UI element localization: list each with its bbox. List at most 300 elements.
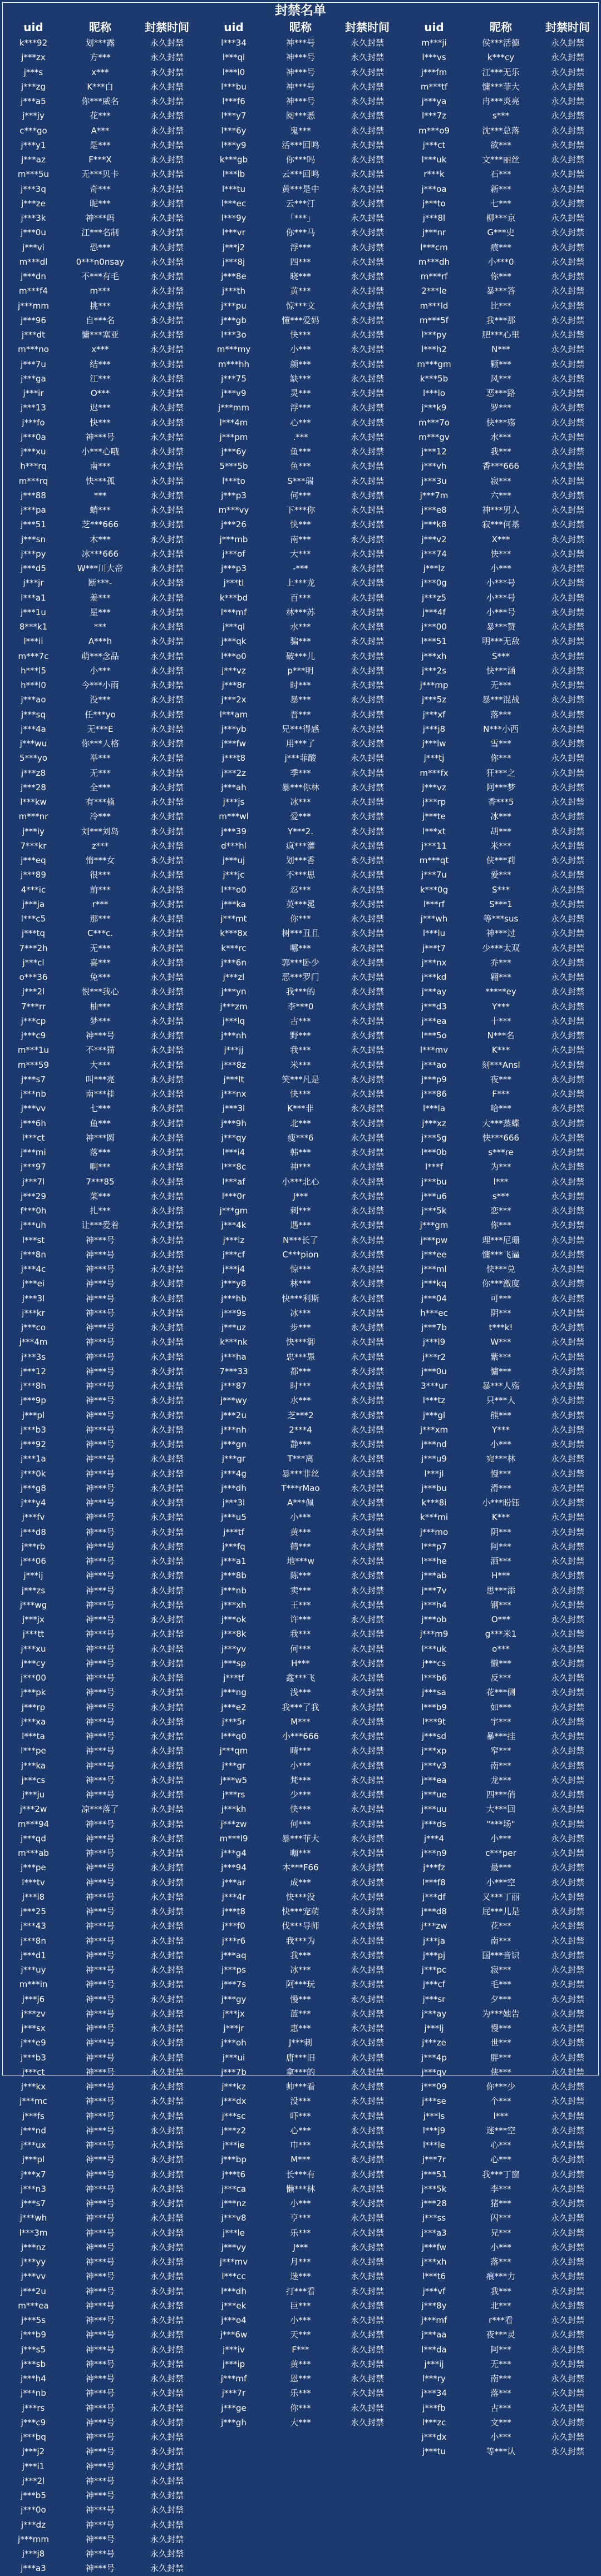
nickname-header: 昵称: [490, 21, 512, 34]
ban-time-cell: 永久封禁: [350, 1848, 384, 1858]
ban-time-cell: 永久封禁: [350, 1935, 384, 1946]
uid-cell: j***s7: [21, 2198, 46, 2208]
table-row: [401, 561, 601, 576]
ban-time-cell: 永久封禁: [150, 125, 184, 136]
nickname-cell: 全***: [90, 782, 111, 792]
table-row: [200, 1175, 401, 1189]
ban-time-cell: 永久封禁: [150, 1673, 184, 1683]
uid-cell: j***j2: [222, 242, 245, 252]
ban-time-cell: 永久封禁: [150, 359, 184, 369]
nickname-cell: F***: [292, 2344, 309, 2355]
nickname-cell: 恨***我心: [81, 987, 119, 997]
nickname-cell: 神***号: [285, 38, 316, 48]
nickname-cell: 黄***: [290, 286, 311, 296]
table-row: [0, 1758, 200, 1773]
nickname-cell: 蛸***: [90, 505, 111, 515]
uid-cell: j***ng: [221, 1687, 247, 1698]
table-row: [0, 2503, 200, 2517]
ban-time-cell: 永久封禁: [350, 505, 384, 515]
ban-time-cell: 永久封禁: [150, 1994, 184, 2004]
ban-time-cell: 永久封禁: [550, 344, 584, 355]
uid-cell: j***zw: [220, 1819, 247, 1829]
uid-cell: j***4g: [221, 1468, 247, 1479]
nickname-cell: 慢***: [490, 1468, 511, 1479]
nickname-cell: 翱***: [490, 972, 511, 982]
nickname-cell: 花***: [90, 111, 111, 121]
nickname-cell: 神***号: [85, 1322, 115, 1332]
nickname-cell: x***: [91, 344, 109, 355]
uid-cell: j***d8: [421, 1906, 447, 1916]
table-row: [401, 211, 601, 225]
uid-cell: l***f: [425, 1162, 443, 1172]
table-row: [200, 459, 401, 473]
uid-cell: j***zm: [220, 1001, 248, 1012]
nickname-cell: S***: [491, 651, 510, 661]
nickname-cell: 都***: [290, 1366, 311, 1376]
uid-cell: j***nz: [21, 2242, 46, 2252]
ban-time-cell: 永久封禁: [350, 870, 384, 880]
table-row: [0, 780, 200, 795]
nickname-cell: 古***: [490, 2402, 511, 2413]
nickname-cell: 时***: [290, 1381, 311, 1391]
uid-cell: j***3s: [21, 1351, 46, 1362]
table-row: [0, 386, 200, 400]
ban-time-cell: 永久封禁: [350, 271, 384, 281]
ban-time-cell: 永久封禁: [550, 943, 584, 953]
table-row: [401, 488, 601, 503]
uid-cell: l***he: [421, 1556, 447, 1566]
nickname-cell: 鬼***: [290, 125, 311, 136]
table-row: [0, 692, 200, 707]
table-row: [200, 284, 401, 298]
table-row: [401, 1437, 601, 1452]
uid-cell: j***uu: [421, 1804, 447, 1815]
uid-cell: l***j9: [422, 2125, 446, 2136]
ban-time-cell: 永久封禁: [550, 957, 584, 968]
uid-cell: j***n3: [21, 2183, 46, 2194]
table-row: [0, 2371, 200, 2386]
ban-time-cell: 永久封禁: [150, 2067, 184, 2077]
ban-time-cell: 永久封禁: [350, 2169, 384, 2179]
uid-cell: j***ei: [22, 1279, 45, 1289]
table-row: [200, 2109, 401, 2123]
uid-cell: j***nd: [421, 1439, 447, 1449]
uid-cell: l***bu: [221, 81, 247, 92]
uid-cell: l***py: [421, 330, 447, 340]
ban-time-cell: 永久封禁: [150, 1760, 184, 1771]
nickname-cell: 成***: [290, 1877, 311, 1888]
ban-time-cell: 永久封禁: [350, 2417, 384, 2428]
nickname-cell: 打***看: [285, 2286, 316, 2296]
ban-time-cell: 永久封禁: [550, 2067, 584, 2077]
nickname-cell: 划***香: [285, 855, 316, 865]
nickname-cell: 神***号: [85, 1527, 115, 1537]
nickname-cell: 兔***: [90, 972, 111, 982]
table-row: [401, 547, 601, 561]
nickname-cell: 神***号: [85, 2023, 115, 2033]
ban-time-cell: 永久封禁: [150, 1235, 184, 1245]
ban-time-cell: 永久封禁: [150, 2125, 184, 2136]
uid-cell: j***kz: [221, 2082, 246, 2092]
ban-time-cell: 永久封禁: [550, 1804, 584, 1815]
nickname-cell: 为***她告: [482, 2008, 520, 2019]
ban-time-cell: 永久封禁: [550, 1965, 584, 1975]
ban-time-cell: 永久封禁: [350, 1775, 384, 1785]
nickname-cell: A***h: [88, 636, 112, 647]
uid-cell: j***mi: [21, 1147, 46, 1157]
nickname-cell: C***c.: [87, 928, 113, 939]
nickname-cell: 刘***刘岛: [81, 826, 119, 836]
uid-cell: j***2w: [19, 1804, 47, 1815]
ban-time-cell: 永久封禁: [150, 1059, 184, 1070]
table-row: [401, 182, 601, 196]
nickname-cell: K***非: [287, 1103, 314, 1114]
table-row: [401, 1467, 601, 1481]
uid-cell: j***fv: [22, 1512, 45, 1523]
uid-cell: j***oa: [421, 184, 447, 194]
table-row: [0, 795, 200, 809]
ban-time-cell: 永久封禁: [150, 403, 184, 413]
ban-time-cell: 永久封禁: [350, 1527, 384, 1537]
nickname-cell: 惊***: [290, 1264, 311, 1274]
ban-time-cell: 永久封禁: [550, 1059, 584, 1070]
table-row: [401, 342, 601, 356]
uid-cell: l***ct: [22, 1132, 45, 1143]
uid-cell: j***ga: [21, 373, 46, 384]
uid-cell: j***th: [221, 286, 246, 296]
uid-cell: j***jx: [22, 1614, 45, 1624]
table-row: [200, 371, 401, 386]
uid-cell: j***rs: [22, 2402, 45, 2413]
ban-time-cell: 永久封禁: [550, 709, 584, 720]
table-row: [0, 108, 200, 123]
table-row: [0, 547, 200, 561]
ban-time-cell: 永久封禁: [550, 1162, 584, 1172]
nickname-cell: 遇***: [290, 1220, 311, 1231]
ban-time-cell: 永久封禁: [150, 928, 184, 939]
ban-time-cell: 永久封禁: [150, 840, 184, 851]
uid-cell: j***y1: [21, 140, 46, 150]
ban-time-cell: 永久封禁: [150, 373, 184, 384]
table-row: [0, 1568, 200, 1583]
ban-time-cell: 永久封禁: [550, 753, 584, 764]
nickname-cell: 沈***总落: [482, 125, 520, 136]
nickname-cell: 你***威名: [81, 96, 119, 106]
uid-cell: j***z2: [221, 2125, 247, 2136]
ban-time-cell: 永久封禁: [150, 96, 184, 106]
uid-cell: j***5z: [421, 695, 447, 705]
table-row: [200, 182, 401, 196]
table-row: [200, 1408, 401, 1423]
table-row: [401, 1291, 601, 1306]
nickname-cell: 神***号: [85, 1585, 115, 1596]
uid-cell: m***wl: [219, 811, 249, 822]
ban-time-cell: 永久封禁: [550, 2198, 584, 2208]
table-row: [0, 50, 200, 65]
ban-time-cell: 永久封禁: [350, 2242, 384, 2252]
ban-time-cell: 永久封禁: [150, 1614, 184, 1624]
uid-cell: j***xu: [21, 1643, 46, 1654]
ban-time-cell: 永久封禁: [150, 2402, 184, 2413]
uid-cell: j***gr: [221, 1454, 246, 1464]
ban-time-cell: 永久封禁: [550, 2432, 584, 2442]
uid-cell: l***y7: [221, 111, 247, 121]
nickname-cell: 我***: [290, 1045, 311, 1056]
ban-time-cell: 永久封禁: [350, 534, 384, 544]
table-row: [401, 2007, 601, 2021]
ban-time-cell: 永久封禁: [550, 1307, 584, 1318]
ban-time-cell: 永久封禁: [550, 695, 584, 705]
ban-time-cell: 永久封禁: [550, 724, 584, 734]
table-row: [0, 1831, 200, 1846]
table-row: [0, 342, 200, 356]
nickname-cell: 胖***: [490, 2052, 511, 2063]
table-row: [0, 1787, 200, 1802]
nickname-cell: 暴***答: [486, 286, 516, 296]
ban-time-cell: 永久封禁: [150, 1965, 184, 1975]
nickname-cell: 七***: [490, 198, 511, 209]
table-row: [401, 2050, 601, 2065]
uid-cell: j***c9: [21, 2417, 46, 2428]
ban-time-cell: 永久封禁: [150, 1731, 184, 1741]
ban-time-cell: 永久封禁: [350, 1001, 384, 1012]
ban-time-cell: 永久封禁: [150, 2490, 184, 2500]
ban-time-cell: 永久封禁: [350, 2008, 384, 2019]
nickname-cell: 神***号: [85, 2067, 115, 2077]
uid-cell: j***z5: [421, 592, 447, 603]
uid-cell: l***la: [422, 1103, 446, 1114]
table-row: [0, 2211, 200, 2225]
ban-time-cell: 永久封禁: [550, 1322, 584, 1332]
table-row: [401, 955, 601, 970]
nickname-cell: 惊***文: [285, 300, 316, 311]
ban-time-cell: 永久封禁: [350, 767, 384, 778]
nickname-cell: 鑫***飞: [285, 1673, 316, 1683]
nickname-cell: 神***号: [85, 2402, 115, 2413]
nickname-cell: 痕***: [490, 242, 511, 252]
uid-cell: j***le: [222, 2227, 245, 2238]
uid-cell: k***5b: [420, 373, 449, 384]
table-row: [200, 517, 401, 532]
uid-cell: j***00: [21, 1673, 46, 1683]
table-row: [401, 1817, 601, 1831]
ban-time-cell: 永久封禁: [150, 1162, 184, 1172]
table-row: [0, 591, 200, 605]
ban-time-cell: 永久封禁: [350, 52, 384, 63]
nickname-cell: 神***号: [85, 2446, 115, 2457]
uid-cell: j***7b: [421, 1322, 447, 1332]
ban-time-cell: 永久封禁: [350, 432, 384, 442]
ban-time-cell: 永久封禁: [550, 1629, 584, 1639]
table-row: [0, 809, 200, 824]
table-row: [200, 167, 401, 181]
uid-cell: j***dt: [21, 330, 46, 340]
uid-cell: m***7c: [18, 651, 49, 661]
ban-time-cell: 永久封禁: [350, 242, 384, 252]
uid-cell: j***39: [221, 826, 247, 836]
nickname-cell: 阿***: [490, 2344, 511, 2355]
table-row: [200, 1218, 401, 1232]
ban-time-cell: 永久封禁: [550, 2330, 584, 2340]
uid-cell: 3***ur: [421, 1381, 447, 1391]
nickname-cell: 不***思: [285, 870, 316, 880]
nickname-cell: 南***: [290, 534, 311, 544]
nickname-cell: 神***号: [85, 2096, 115, 2107]
uid-cell: j***ss: [422, 2213, 446, 2223]
uid-cell: j***pj: [422, 1950, 446, 1960]
uid-cell: j***ab: [421, 1571, 447, 1581]
uid-cell: j***i8: [22, 1891, 45, 1902]
nickname-cell: 破***儿: [285, 651, 316, 661]
uid-cell: j***wh: [420, 914, 448, 924]
nickname-cell: 0***n0nsay: [76, 256, 125, 267]
ban-time-cell: 永久封禁: [550, 286, 584, 296]
table-row: [401, 868, 601, 882]
nickname-cell: 你***: [290, 2402, 311, 2413]
nickname-cell: 郭***卧少: [282, 957, 319, 968]
table-row: [200, 2035, 401, 2050]
ban-time-cell: 永久封禁: [550, 855, 584, 865]
ban-time-cell: 永久封禁: [150, 432, 184, 442]
nickname-cell: 神***号: [85, 2052, 115, 2063]
nickname-cell: 小***空: [486, 1877, 516, 1888]
ban-time-cell: 永久封禁: [150, 1468, 184, 1479]
table-row: [0, 1189, 200, 1203]
ban-time-cell: 永久封禁: [150, 987, 184, 997]
uid-cell: j***kh: [221, 1804, 247, 1815]
nickname-cell: K***: [491, 1045, 510, 1056]
table-row: [401, 2152, 601, 2167]
nickname-cell: 落***: [490, 709, 511, 720]
nickname-cell: p***明: [287, 665, 314, 676]
table-row: [0, 2313, 200, 2327]
table-row: [0, 1598, 200, 1612]
uid-cell: j***fw: [221, 739, 246, 749]
ban-time-cell: 永久封禁: [150, 1176, 184, 1187]
uid-cell: j***tf: [223, 1673, 244, 1683]
ban-time-cell: 永久封禁: [550, 826, 584, 836]
nickname-cell: W***: [490, 1337, 511, 1348]
ban-list-column-2: [200, 19, 401, 2430]
uid-cell: j***3q: [21, 184, 46, 194]
nickname-cell: 晋***: [290, 709, 311, 720]
table-row: [401, 591, 601, 605]
ban-time-cell: 永久封禁: [350, 403, 384, 413]
ban-time-cell: 永久封禁: [350, 1074, 384, 1084]
table-row: [0, 225, 200, 240]
table-row: [401, 2094, 601, 2108]
ban-time-cell: 永久封禁: [150, 607, 184, 617]
table-row: [0, 2430, 200, 2444]
ban-time-cell: 永久封禁: [350, 1264, 384, 1274]
uid-cell: j***ps: [221, 1965, 246, 1975]
ban-time-cell: 永久封禁: [550, 811, 584, 822]
ban-time-cell: 永久封禁: [550, 2082, 584, 2092]
nickname-cell: 神***号: [85, 2140, 115, 2150]
uid-cell: m***hh: [218, 359, 250, 369]
table-row: [0, 1729, 200, 1743]
nickname-cell: 你***: [490, 1220, 511, 1231]
table-row: [0, 1291, 200, 1306]
nickname-cell: ***: [93, 622, 107, 632]
uid-cell: j***nh: [221, 1424, 247, 1435]
ban-time-cell: 永久封禁: [150, 2111, 184, 2121]
ban-time-cell: 永久封禁: [350, 943, 384, 953]
table-row: [0, 2298, 200, 2313]
table-row: [200, 299, 401, 313]
ban-time-cell: 永久封禁: [550, 739, 584, 749]
table-row: [200, 1452, 401, 1466]
uid-cell: j***l9: [422, 1337, 446, 1348]
nickname-cell: 冉***炎亮: [482, 96, 520, 106]
ban-time-cell: 永久封禁: [150, 1191, 184, 1201]
table-row: [401, 2255, 601, 2269]
uid-cell: k***gb: [219, 155, 248, 165]
ban-time-cell: 永久封禁: [350, 592, 384, 603]
ban-time-cell: 永久封禁: [550, 1585, 584, 1596]
ban-time-cell: 永久封禁: [150, 2534, 184, 2544]
uid-cell: m***ji: [421, 38, 447, 48]
table-row: [200, 488, 401, 503]
table-row: [0, 1554, 200, 1568]
uid-cell: m***ea: [18, 2300, 49, 2311]
uid-cell: j***tq: [21, 928, 46, 939]
ban-time-cell: 永久封禁: [550, 1979, 584, 1990]
nickname-cell: 阿***玩: [285, 1979, 316, 1990]
ban-time-cell: 永久封禁: [350, 1643, 384, 1654]
nickname-cell: 小***: [290, 2315, 311, 2325]
ban-time-cell: 永久封禁: [550, 1483, 584, 1493]
ban-time-cell: 永久封禁: [350, 2402, 384, 2413]
ban-time-cell: 永久封禁: [150, 1643, 184, 1654]
table-row: [200, 196, 401, 211]
nickname-cell: 夜***: [490, 1074, 511, 1084]
table-row: [401, 459, 601, 473]
uid-cell: l***c5: [21, 914, 46, 924]
uid-cell: m***59: [17, 1059, 50, 1070]
nickname-header: 昵称: [289, 21, 312, 34]
ban-time-cell: 永久封禁: [350, 2111, 384, 2121]
table-row: [0, 2035, 200, 2050]
ban-time-cell: 永久封禁: [350, 417, 384, 428]
ban-time-cell: 永久封禁: [350, 695, 384, 705]
ban-time-cell: 永久封禁: [150, 1571, 184, 1581]
nickname-cell: 明***无敌: [482, 636, 520, 647]
ban-time-cell: 永久封禁: [550, 169, 584, 180]
table-row: [401, 2357, 601, 2371]
nickname-cell: N***: [491, 344, 510, 355]
ban-time-cell: 永久封禁: [150, 271, 184, 281]
uid-cell: j***4r: [221, 1891, 246, 1902]
nickname-cell: 神***号: [85, 2198, 115, 2208]
ban-time-cell: 永久封禁: [350, 1614, 384, 1624]
table-row: [401, 1904, 601, 1919]
nickname-cell: 神***号: [85, 432, 115, 442]
ban-time-cell: 永久封禁: [150, 1746, 184, 1756]
uid-cell: j***g8: [21, 1483, 46, 1493]
uid-cell: j***v9: [221, 388, 247, 398]
uid-cell: j***b5: [21, 2490, 46, 2500]
nickname-cell: m***: [90, 286, 111, 296]
ban-time-cell: 永久封禁: [350, 125, 384, 136]
ban-time-cell: 永久封禁: [550, 1424, 584, 1435]
ban-time-cell: 永久封禁: [350, 987, 384, 997]
uid-cell: j***nx: [421, 957, 447, 968]
table-row: [401, 2430, 601, 2444]
nickname-cell: 长***有: [285, 2169, 316, 2179]
uid-cell: j***mm: [18, 300, 49, 311]
uid-cell: j***o4: [221, 2315, 247, 2325]
